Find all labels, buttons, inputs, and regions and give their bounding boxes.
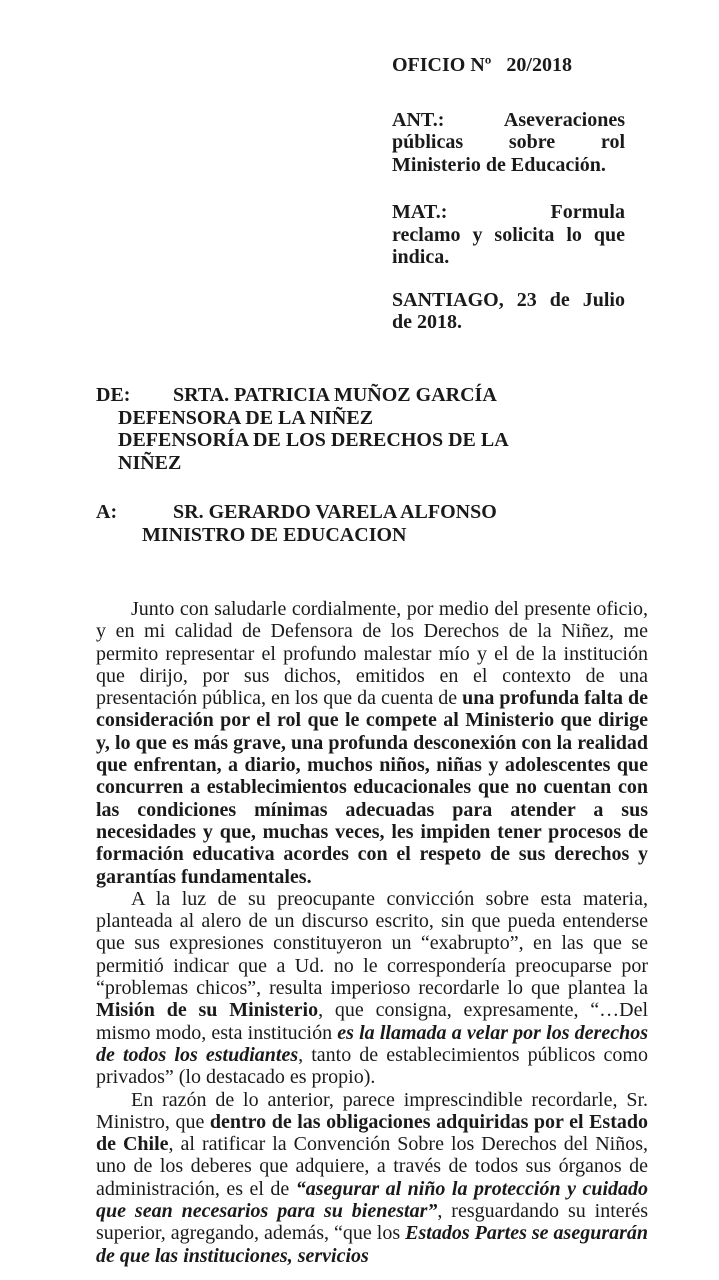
ant-line-1: ANT.: Aseveraciones (392, 108, 625, 131)
text-segment: A la luz de su preocupante convicción sobre esta materia, planteada al alero de un discurso escrito, sin que pueda entenderse que sus expresiones constituyeron un “exabrupto”, en las que se permitió indicar que a Ud. no le correspondería preocuparse por “problemas chicos”, resulta imperioso recordarle lo que plantea la (96, 887, 648, 1000)
from-title-1: DEFENSORA DE LA NIÑEZ (118, 406, 374, 429)
letter-body (96, 598, 648, 1267)
mat-line-3: indica. (392, 246, 450, 268)
mat-block (392, 201, 625, 269)
text-segment: Junto con saludarle cordialmente, por medio del presente oficio, y en mi calidad de Defensora de los Derechos de la Niñez, me permito representar el profundo malestar mío y el de la institución que dirijo, por sus dichos, emitidos en el contexto de una presentación pública, en los que da cuenta de (96, 598, 648, 710)
text-segment: , tanto de establecimientos públicos como privados” (lo destacado es propio). (96, 1043, 648, 1089)
from-title-3: NIÑEZ (118, 451, 182, 474)
date-block (392, 289, 625, 334)
mat-line-2: reclamo y solicita lo que (392, 223, 625, 246)
to-title-1: MINISTRO DE EDUCACION (142, 523, 407, 546)
text-segment: es la llamada a velar por los derechos de todos los estudiantes (96, 1021, 648, 1066)
text-segment: una profunda falta de consideración por el rol que le compete al Ministerio que dirige y, lo que es más grave, una profunda desconexión con la realidad que enfrentan, a diario, muchos niños, niñas y adolescentes que concurren a establecimientos educacionales que no cuentan con las condiciones mínimas adecuadas para atender a sus necesidades y que, muchas veces, les impiden tener procesos de formación educativa acordes con el respeto de sus derechos y garantías fundamentales. (96, 687, 648, 888)
text-segment: Estados Partes se asegurarán de que las instituciones, servicios (96, 1222, 649, 1267)
text-segment: “asegurar al niño la protección y cuidado que sean necesarios para su bienestar” (96, 1177, 649, 1223)
ant-line-3: Ministerio de Educación. (392, 153, 606, 176)
to-name: SR. GERARDO VARELA ALFONSO (173, 501, 497, 523)
text-segment: , resguardando su interés superior, agregando, además, “que los (96, 1200, 648, 1245)
date-line-1: SANTIAGO, 23 de Julio (392, 288, 625, 311)
to-label: A: (96, 501, 118, 523)
from-name: SRTA. PATRICIA MUÑOZ GARCÍA (173, 384, 497, 406)
to-line-1 (96, 501, 497, 524)
paragraph-3 (96, 1089, 648, 1267)
text-segment: , al ratificar la Convención Sobre los Derechos del Niños, uno de los deberes que adquiere, a través de todos sus órganos de administración, es el de (96, 1133, 648, 1200)
oficio-number: OFICIO Nº 20/2018 (392, 54, 572, 76)
ant-line-2: públicas sobre rol (392, 131, 625, 153)
reference-header (392, 54, 625, 334)
date-line-2: de 2018. (392, 311, 462, 333)
to-block (96, 501, 497, 546)
text-segment: Misión de su Ministerio (96, 999, 319, 1022)
paragraph-2 (96, 888, 648, 1089)
from-title-2: DEFENSORÍA DE LOS DERECHOS DE LA (118, 429, 509, 451)
from-block (96, 384, 509, 474)
text-segment: , que consigna, expresamente, “…Del mismo modo, esta institución (96, 999, 649, 1044)
text-segment: dentro de las obligaciones adquiridas por el Estado de Chile (96, 1110, 648, 1156)
ant-block (392, 109, 625, 177)
mat-line-1: MAT.: Formula (392, 201, 625, 223)
paragraph-1 (96, 598, 648, 888)
text-segment: En razón de lo anterior, parece imprescindible recordarle, Sr. Ministro, que (96, 1088, 648, 1133)
from-line-1 (96, 384, 509, 407)
from-label: DE: (96, 384, 131, 406)
